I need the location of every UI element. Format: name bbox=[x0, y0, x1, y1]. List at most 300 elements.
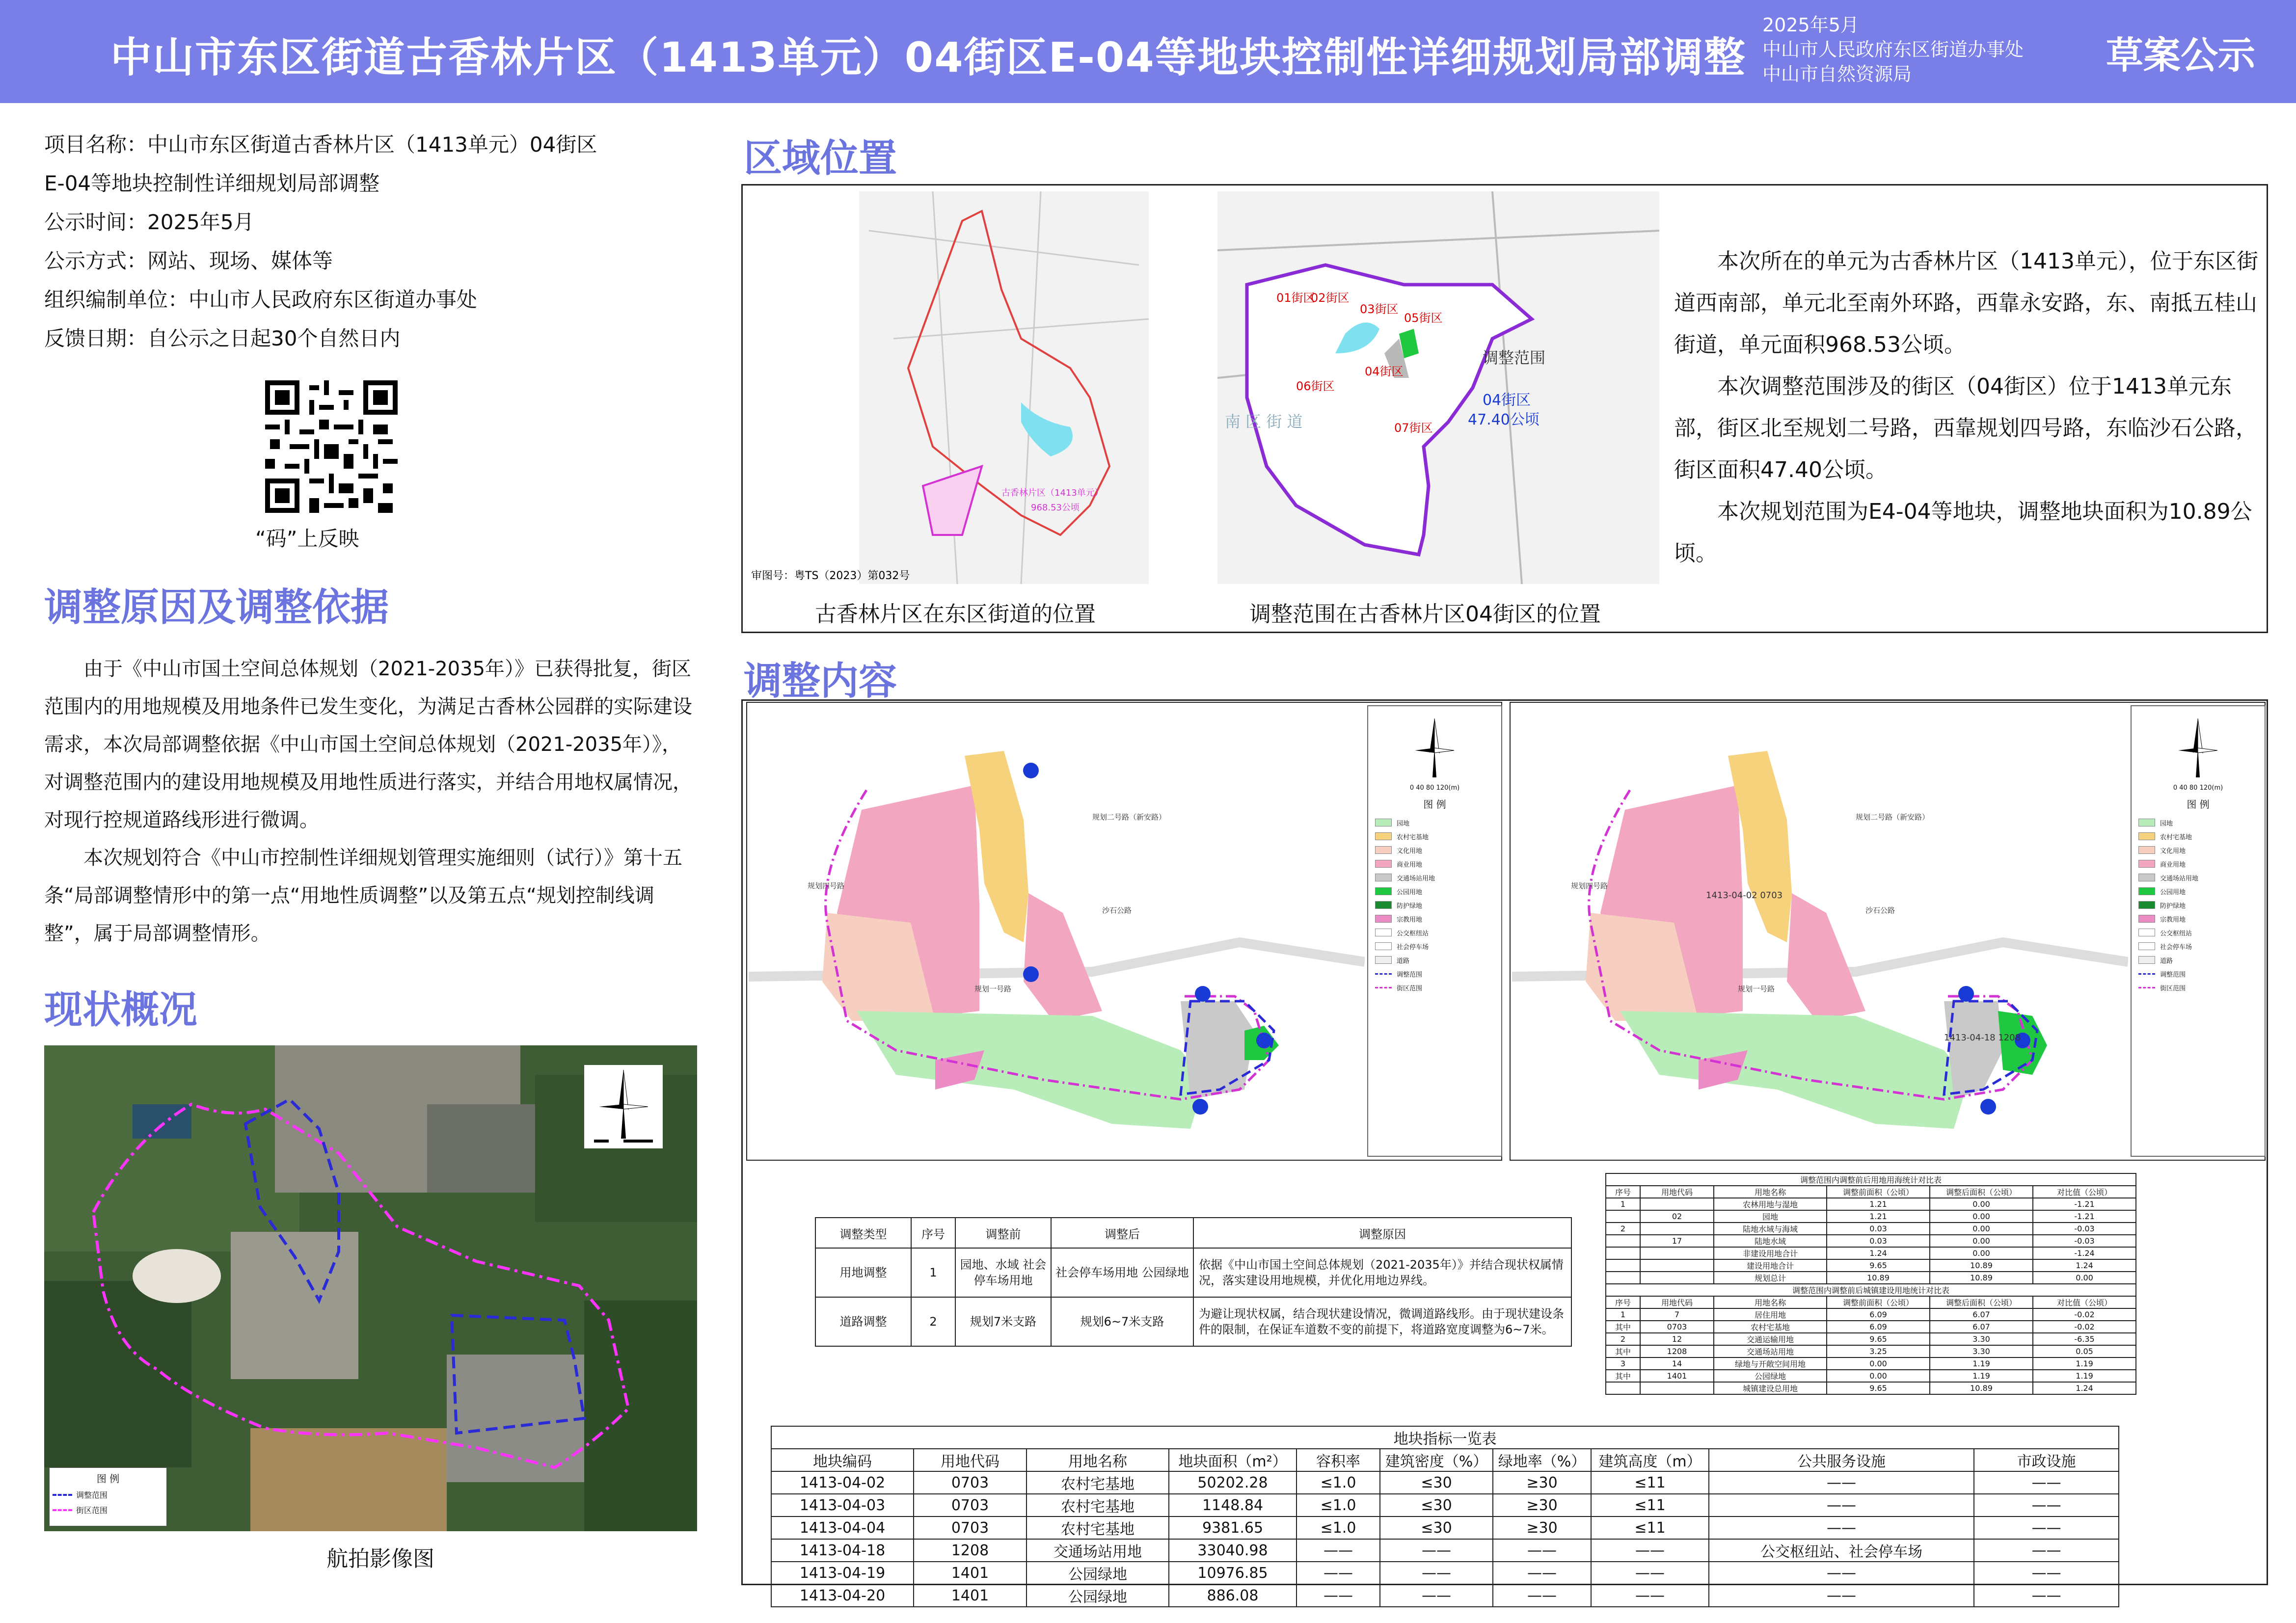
adjust-cell: 规划6~7米支路 bbox=[1051, 1297, 1193, 1346]
table-cell: —— bbox=[1493, 1562, 1591, 1584]
table-cell: 6.07 bbox=[1930, 1321, 2033, 1333]
block-line-swatch bbox=[1375, 987, 1392, 988]
legend-row-block bbox=[1368, 981, 1501, 994]
legend-row-commercial bbox=[1368, 857, 1501, 871]
table-cell: 0.00 bbox=[1930, 1210, 2033, 1223]
table-cell: 1413-04-18 bbox=[771, 1539, 914, 1562]
table-cell: 10.89 bbox=[1930, 1272, 2033, 1284]
legend-label: 公交枢纽站 bbox=[1397, 930, 1429, 937]
road-label-4: 规划四号路 bbox=[808, 881, 845, 890]
table-cell: 14 bbox=[1640, 1357, 1714, 1370]
table-cell: 1401 bbox=[1640, 1370, 1714, 1382]
reason-paragraph-2: 本次规划符合《中山市控制性详细规划管理实施细则（试行）》第十五条“局部调整情形中的第一点“用地性质调整”以及第五点“规划控制线调整”，属于局部调整情形。 bbox=[44, 847, 682, 945]
table-cell bbox=[1640, 1223, 1714, 1235]
table-cell: —— bbox=[1709, 1494, 1974, 1517]
table-cell: —— bbox=[1380, 1562, 1493, 1584]
table-cell: 0703 bbox=[1640, 1321, 1714, 1333]
bus-hub-icon bbox=[2138, 929, 2155, 936]
table-cell: 3.30 bbox=[1930, 1345, 2033, 1357]
info-publish-time: 公示时间：2025年5月 bbox=[44, 210, 254, 234]
legend-row-adjust bbox=[2132, 967, 2265, 981]
table-cell bbox=[1606, 1272, 1640, 1284]
table-cell: ≥30 bbox=[1493, 1494, 1591, 1517]
table-cell: 0.03 bbox=[1827, 1223, 1930, 1235]
legend-item-adjust bbox=[53, 1489, 163, 1500]
commercial-swatch bbox=[1375, 860, 1392, 868]
table-cell: 3 bbox=[1606, 1357, 1640, 1370]
index-col: 地块面积（m²） bbox=[1169, 1449, 1297, 1471]
table-cell: —— bbox=[1380, 1539, 1493, 1562]
table-cell: 1413-04-03 bbox=[771, 1494, 914, 1517]
table-cell: 其中 bbox=[1606, 1321, 1640, 1333]
legend-label: 街区范围 bbox=[1397, 984, 1423, 992]
adjust-range-label: 调整范围 bbox=[1483, 348, 1546, 367]
balance-col: 调整后面积（公顷） bbox=[1930, 1296, 2033, 1308]
table-cell: 0703 bbox=[914, 1517, 1026, 1539]
plan-legend-title: 图 例 bbox=[1423, 798, 1446, 810]
table-cell: —— bbox=[1974, 1517, 2119, 1539]
balance-header bbox=[1606, 1186, 2136, 1198]
legend-label-adjust: 调整范围 bbox=[76, 1490, 108, 1500]
rural-swatch bbox=[1375, 832, 1392, 840]
table-cell: 1208 bbox=[1640, 1345, 1714, 1357]
table-cell: ≤1.0 bbox=[1297, 1471, 1380, 1494]
unit-label: 古香林片区（1413单元） bbox=[1001, 488, 1104, 498]
culture-swatch bbox=[2138, 846, 2155, 854]
road-label-shashi: 沙石公路 bbox=[1102, 906, 1132, 915]
table-cell: 9.65 bbox=[1827, 1333, 1930, 1345]
adjust-cell: 2 bbox=[911, 1297, 955, 1346]
legend-row-orchard bbox=[1368, 816, 1501, 829]
legend-label: 商业用地 bbox=[2160, 861, 2186, 869]
info-organizer: 组织编制单位：中山市人民政府东区街道办事处 bbox=[44, 288, 478, 312]
adjust-boundary-swatch bbox=[53, 1494, 72, 1496]
region-caption-1: 古香林片区在东区街道的位置 bbox=[815, 602, 1096, 627]
legend-row-religion bbox=[2132, 912, 2265, 926]
legend-label: 调整范围 bbox=[2160, 971, 2186, 979]
table-cell: -0.02 bbox=[2033, 1321, 2136, 1333]
balance-col: 用地代码 bbox=[1640, 1296, 1714, 1308]
page-title: 中山市东区街道古香林片区（1413单元）04街区E-04等地块控制性详细规划局部调整 bbox=[110, 33, 1746, 81]
table-cell: 0.00 bbox=[1930, 1247, 2033, 1259]
table-cell bbox=[1606, 1210, 1640, 1223]
legend-label: 宗教用地 bbox=[2160, 916, 2186, 924]
balance-col: 对比值（公顷） bbox=[2033, 1186, 2136, 1198]
adjust-col-reason: 调整原因 bbox=[1193, 1218, 1571, 1248]
legend-label: 道路 bbox=[2160, 957, 2173, 965]
info-feedback: 反馈日期：自公示之日起30个自然日内 bbox=[44, 326, 401, 350]
table-cell: —— bbox=[1974, 1539, 2119, 1562]
legend-row-parking bbox=[1368, 939, 1501, 953]
table-cell bbox=[1640, 1259, 1714, 1272]
block-04-name: 04街区 bbox=[1483, 392, 1531, 409]
bus-hub-icon bbox=[1375, 929, 1392, 936]
section-title-region: 区域位置 bbox=[744, 136, 897, 181]
table-cell: 1148.84 bbox=[1169, 1494, 1297, 1517]
table-cell: -0.02 bbox=[2033, 1308, 2136, 1321]
legend-label: 公园用地 bbox=[1397, 888, 1423, 896]
table-cell: 0.00 bbox=[1827, 1370, 1930, 1382]
balance-col: 调整前面积（公顷） bbox=[1827, 1296, 1930, 1308]
section-title-content: 调整内容 bbox=[744, 659, 897, 703]
table-cell: 0.00 bbox=[1930, 1198, 2033, 1210]
table-cell: 0.05 bbox=[2033, 1345, 2136, 1357]
table-cell: 其中 bbox=[1606, 1345, 1640, 1357]
north-arrow-icon bbox=[584, 1065, 663, 1148]
project-info bbox=[44, 125, 707, 358]
table-cell: —— bbox=[1493, 1539, 1591, 1562]
table-cell: 其中 bbox=[1606, 1370, 1640, 1382]
table-cell: 园地 bbox=[1714, 1210, 1827, 1223]
index-body bbox=[771, 1471, 2119, 1607]
parcel-label-0703: 1413-04-02 0703 bbox=[1706, 890, 1783, 901]
table-cell: 陆地水域与海域 bbox=[1714, 1223, 1827, 1235]
adjust-col-after: 调整后 bbox=[1051, 1218, 1193, 1248]
balance-col: 调整前面积（公顷） bbox=[1827, 1186, 1930, 1198]
adjust-cell: 规划7米支路 bbox=[955, 1297, 1051, 1346]
table-cell: 1413-04-02 bbox=[771, 1471, 914, 1494]
table-cell bbox=[1606, 1259, 1640, 1272]
legend-row-culture bbox=[2132, 843, 2265, 857]
office-name-2: 中山市自然资源局 bbox=[1762, 63, 1912, 85]
road-swatch bbox=[1375, 956, 1392, 964]
table-cell: 居住用地 bbox=[1714, 1308, 1827, 1321]
table-cell: 公园绿地 bbox=[1026, 1584, 1169, 1607]
table-cell: 0.00 bbox=[1827, 1357, 1930, 1370]
table-cell: 10.89 bbox=[1827, 1272, 1930, 1284]
table-row bbox=[1606, 1382, 2136, 1394]
legend-row-road bbox=[1368, 953, 1501, 967]
table-cell: 农林用地与湿地 bbox=[1714, 1198, 1827, 1210]
plan-after-legend bbox=[2131, 705, 2266, 1157]
block-boundary-swatch bbox=[53, 1509, 72, 1511]
legend-row-religion bbox=[1368, 912, 1501, 926]
table-cell bbox=[1640, 1247, 1714, 1259]
table-cell: 1.24 bbox=[2033, 1382, 2136, 1394]
block-label-02: 02街区 bbox=[1311, 291, 1350, 305]
table-cell: ≥30 bbox=[1493, 1517, 1591, 1539]
legend-row-commercial bbox=[2132, 857, 2265, 871]
table-cell: —— bbox=[1709, 1471, 1974, 1494]
balance-col: 调整后面积（公顷） bbox=[1930, 1186, 2033, 1198]
table-cell: 1.24 bbox=[1827, 1247, 1930, 1259]
commercial-swatch bbox=[2138, 860, 2155, 868]
table-cell: 10.89 bbox=[1930, 1259, 2033, 1272]
adjust-col-type: 调整类型 bbox=[815, 1218, 911, 1248]
table-cell: —— bbox=[1709, 1517, 1974, 1539]
legend-label: 文化用地 bbox=[1397, 847, 1423, 855]
table-cell: 农村宅基地 bbox=[1026, 1517, 1169, 1539]
table-cell: 交通运输用地 bbox=[1714, 1333, 1827, 1345]
adjust-cell: 社会停车场用地 公园绿地 bbox=[1051, 1248, 1193, 1297]
index-col: 建筑高度（m） bbox=[1591, 1449, 1709, 1471]
legend-label: 街区范围 bbox=[2160, 984, 2186, 992]
region-caption-2: 调整范围在古香林片区04街区的位置 bbox=[1249, 602, 1601, 627]
info-publish-method: 公示方式：网站、现场、媒体等 bbox=[44, 249, 333, 273]
table-cell bbox=[1640, 1198, 1714, 1210]
table-cell: 6.07 bbox=[1930, 1308, 2033, 1321]
table-cell: 1.19 bbox=[1930, 1370, 2033, 1382]
table-cell: 1413-04-20 bbox=[771, 1584, 914, 1607]
legend-row-bus bbox=[2132, 926, 2265, 939]
table-cell: —— bbox=[1297, 1562, 1380, 1584]
table-cell: 3.30 bbox=[1930, 1333, 2033, 1345]
legend-row-block bbox=[2132, 981, 2265, 994]
side-district-label: 南 区 街 道 bbox=[1225, 412, 1303, 431]
table-cell: 城镇建设总用地 bbox=[1714, 1382, 1827, 1394]
info-project-name: 项目名称：中山市东区街道古香林片区（1413单元）04街区 bbox=[44, 133, 597, 157]
legend-label: 道路 bbox=[1397, 957, 1410, 965]
balance-col: 用地名称 bbox=[1714, 1186, 1827, 1198]
office-name-1: 中山市人民政府东区街道办事处 bbox=[1762, 39, 2024, 60]
table-cell: 1 bbox=[1606, 1308, 1640, 1321]
plan-after-map bbox=[1512, 707, 2128, 1158]
unit-area: 968.53公顷 bbox=[1031, 503, 1080, 513]
header-meta bbox=[1762, 13, 2024, 86]
table-cell bbox=[1606, 1247, 1640, 1259]
table-cell: 农村宅基地 bbox=[1026, 1494, 1169, 1517]
block-map bbox=[1217, 191, 1659, 584]
district-map bbox=[746, 191, 1149, 584]
adjust-cell: 用地调整 bbox=[815, 1248, 911, 1297]
table-cell: —— bbox=[1974, 1494, 2119, 1517]
table-cell: 17 bbox=[1640, 1235, 1714, 1247]
road-label-1: 规划一号路 bbox=[1738, 984, 1775, 993]
religion-swatch bbox=[1375, 915, 1392, 923]
table-cell: 1.21 bbox=[1827, 1210, 1930, 1223]
table-cell: ≤11 bbox=[1591, 1494, 1709, 1517]
park-swatch bbox=[1375, 887, 1392, 895]
table-cell: 陆地水域 bbox=[1714, 1235, 1827, 1247]
table-cell: 0.03 bbox=[1827, 1235, 1930, 1247]
adjust-row bbox=[815, 1297, 1571, 1346]
table-cell: 1.21 bbox=[1827, 1198, 1930, 1210]
table-cell: 1401 bbox=[914, 1562, 1026, 1584]
table-cell: 1.24 bbox=[2033, 1259, 2136, 1272]
table-cell: —— bbox=[1974, 1584, 2119, 1607]
table-cell: 1401 bbox=[914, 1584, 1026, 1607]
table-cell bbox=[1640, 1382, 1714, 1394]
legend-label: 社会停车场 bbox=[1397, 943, 1429, 951]
table-cell: 非建设用地合计 bbox=[1714, 1247, 1827, 1259]
table-cell: 农村宅基地 bbox=[1714, 1321, 1827, 1333]
table-cell: 33040.98 bbox=[1169, 1539, 1297, 1562]
table-cell: 9.65 bbox=[1827, 1382, 1930, 1394]
table-row bbox=[771, 1494, 2119, 1517]
buffer-swatch bbox=[1375, 901, 1392, 909]
rural-swatch bbox=[2138, 832, 2155, 840]
table-cell: ≤1.0 bbox=[1297, 1494, 1380, 1517]
legend-row-park bbox=[2132, 884, 2265, 898]
table-row bbox=[1606, 1308, 2136, 1321]
table-cell: 0.00 bbox=[2033, 1272, 2136, 1284]
table-cell: —— bbox=[1591, 1584, 1709, 1607]
table-cell bbox=[1606, 1382, 1640, 1394]
adjust-cell: 1 bbox=[911, 1248, 955, 1297]
legend-label: 防护绿地 bbox=[2160, 902, 2186, 910]
region-paragraph-2: 本次调整范围涉及的街区（04街区）位于1413单元东部，街区北至规划二号路，西靠规划四号路，东临沙石公路，街区面积47.40公顷。 bbox=[1674, 374, 2257, 482]
table-cell: —— bbox=[1493, 1584, 1591, 1607]
legend-label: 文化用地 bbox=[2160, 847, 2186, 855]
table-row bbox=[1606, 1223, 2136, 1235]
adjust-col-no: 序号 bbox=[911, 1218, 955, 1248]
parking-icon bbox=[1375, 942, 1392, 950]
table-cell: 绿地与开敞空间用地 bbox=[1714, 1357, 1827, 1370]
table-cell: 农村宅基地 bbox=[1026, 1471, 1169, 1494]
table-row bbox=[771, 1471, 2119, 1494]
reason-text bbox=[44, 650, 700, 953]
table-cell: 0703 bbox=[914, 1471, 1026, 1494]
table-cell: -0.03 bbox=[2033, 1223, 2136, 1235]
adjust-col-before: 调整前 bbox=[955, 1218, 1051, 1248]
table-cell: 6.09 bbox=[1827, 1308, 1930, 1321]
buffer-swatch bbox=[2138, 901, 2155, 909]
table-cell: ≥30 bbox=[1493, 1471, 1591, 1494]
table-row bbox=[771, 1584, 2119, 1607]
parcel-label-1208: 1413-04-18 1208 bbox=[1944, 1033, 2021, 1043]
legend-row-transport bbox=[2132, 871, 2265, 884]
park-swatch bbox=[2138, 887, 2155, 895]
table-cell: 1208 bbox=[914, 1539, 1026, 1562]
legend-label: 公园用地 bbox=[2160, 888, 2186, 896]
table-cell: 02 bbox=[1640, 1210, 1714, 1223]
table-row bbox=[1606, 1272, 2136, 1284]
table-cell: 2 bbox=[1606, 1333, 1640, 1345]
legend-label: 防护绿地 bbox=[1397, 902, 1423, 910]
table-cell: —— bbox=[1297, 1584, 1380, 1607]
header-banner bbox=[0, 0, 2296, 103]
scale-bar-label: 0 40 80 120(m) bbox=[2173, 784, 2223, 792]
legend-label: 交通场站用地 bbox=[1397, 875, 1435, 882]
legend-label: 商业用地 bbox=[1397, 861, 1423, 869]
table-cell: 7 bbox=[1640, 1308, 1714, 1321]
table-cell: -1.21 bbox=[2033, 1198, 2136, 1210]
balance-body-2 bbox=[1606, 1308, 2136, 1394]
orchard-swatch bbox=[2138, 819, 2155, 826]
table-cell: —— bbox=[1297, 1539, 1380, 1562]
table-cell: 0.00 bbox=[1930, 1235, 2033, 1247]
table-cell: ≤11 bbox=[1591, 1517, 1709, 1539]
table-cell: 公交枢纽站、社会停车场 bbox=[1709, 1539, 1974, 1562]
block-label-04: 04街区 bbox=[1365, 365, 1404, 378]
table-cell bbox=[1640, 1272, 1714, 1284]
index-col: 容积率 bbox=[1297, 1449, 1380, 1471]
index-col: 地块编码 bbox=[771, 1449, 914, 1471]
index-col: 市政设施 bbox=[1974, 1449, 2119, 1471]
plan-before-legend bbox=[1367, 705, 1502, 1157]
adjust-table bbox=[815, 1217, 1572, 1347]
legend-row-rural bbox=[2132, 829, 2265, 843]
parcel-index-table bbox=[771, 1426, 2119, 1607]
road-label-1: 规划一号路 bbox=[974, 984, 1012, 993]
block-label-01: 01街区 bbox=[1276, 291, 1315, 305]
table-cell: 规划总计 bbox=[1714, 1272, 1827, 1284]
block-line-swatch bbox=[2138, 987, 2155, 988]
north-arrow-box bbox=[584, 1065, 663, 1148]
table-row bbox=[1606, 1370, 2136, 1382]
table-cell: 12 bbox=[1640, 1333, 1714, 1345]
table-cell bbox=[1606, 1235, 1640, 1247]
legend-row-buffer bbox=[1368, 898, 1501, 912]
table-cell: —— bbox=[1974, 1562, 2119, 1584]
table-row bbox=[771, 1517, 2119, 1539]
table-cell: -1.24 bbox=[2033, 1247, 2136, 1259]
publish-date: 2025年5月 bbox=[1762, 14, 1859, 36]
adjust-cell: 依据《中山市国土空间总体规划（2021-2035年）》并结合现状权属情况，落实建设用地规模，并优化用地边界线。 bbox=[1193, 1248, 1571, 1297]
road-label-shashi: 沙石公路 bbox=[1865, 906, 1895, 915]
table-cell: -0.03 bbox=[2033, 1235, 2136, 1247]
balance-title-2: 调整范围内调整前后城镇建设用地统计对比表 bbox=[1606, 1284, 2136, 1296]
table-cell: 1.19 bbox=[1930, 1357, 2033, 1370]
balance-body-1 bbox=[1606, 1198, 2136, 1284]
table-cell: —— bbox=[1709, 1562, 1974, 1584]
table-cell: 1.19 bbox=[2033, 1370, 2136, 1382]
balance-col: 对比值（公顷） bbox=[2033, 1296, 2136, 1308]
balance-col: 用地名称 bbox=[1714, 1296, 1827, 1308]
legend-row-rural bbox=[1368, 829, 1501, 843]
block-label-05: 05街区 bbox=[1404, 311, 1443, 325]
legend-label: 园地 bbox=[2160, 820, 2173, 827]
road-swatch bbox=[2138, 956, 2155, 964]
table-cell: 2 bbox=[1606, 1223, 1640, 1235]
table-cell: —— bbox=[1380, 1584, 1493, 1607]
legend-row-orchard bbox=[2132, 816, 2265, 829]
qr-caption: “码”上反映 bbox=[255, 527, 359, 551]
table-row bbox=[1606, 1357, 2136, 1370]
table-row bbox=[1606, 1247, 2136, 1259]
adjust-cell: 道路调整 bbox=[815, 1297, 911, 1346]
block-label-03: 03街区 bbox=[1360, 302, 1399, 316]
table-cell: 9.65 bbox=[1827, 1259, 1930, 1272]
table-cell: 9381.65 bbox=[1169, 1517, 1297, 1539]
table-cell: ≤1.0 bbox=[1297, 1517, 1380, 1539]
aerial-legend-title: 图 例 bbox=[96, 1473, 120, 1485]
parking-icon bbox=[2138, 942, 2155, 950]
table-cell: 50202.28 bbox=[1169, 1471, 1297, 1494]
legend-row-park bbox=[1368, 884, 1501, 898]
section-title-status: 现状概况 bbox=[44, 988, 198, 1032]
table-cell: -6.35 bbox=[2033, 1333, 2136, 1345]
table-cell: 公园绿地 bbox=[1714, 1370, 1827, 1382]
legend-row-parking bbox=[2132, 939, 2265, 953]
table-cell: —— bbox=[1591, 1562, 1709, 1584]
block-04-area: 47.40公顷 bbox=[1468, 411, 1540, 428]
table-cell: —— bbox=[1709, 1584, 1974, 1607]
block-label-07: 07街区 bbox=[1394, 421, 1433, 435]
reason-paragraph-1: 由于《中山市国土空间总体规划（2021-2035年）》已获得批复，街区范围内的用地规模及用地条件已发生变化，为满足古香林公园群的实际建设需求，本次局部调整依据《中山市国土空间总体规划（2021-2035年）》，对调整范围内的建设用地规模及用地性质进行落实，并结合用地权属情况，对现行控规道路线形进行微调。 bbox=[44, 658, 692, 831]
legend-row-adjust bbox=[1368, 967, 1501, 981]
table-cell: —— bbox=[1591, 1539, 1709, 1562]
legend-row-buffer bbox=[2132, 898, 2265, 912]
table-cell: 1 bbox=[1606, 1198, 1640, 1210]
table-row bbox=[1606, 1235, 2136, 1247]
balance-col: 序号 bbox=[1606, 1186, 1640, 1198]
table-cell: 1.19 bbox=[2033, 1357, 2136, 1370]
qr-code[interactable] bbox=[265, 380, 398, 513]
legend-label: 公交枢纽站 bbox=[2160, 930, 2192, 937]
table-cell: ≤30 bbox=[1380, 1494, 1493, 1517]
table-cell: 0.00 bbox=[1930, 1223, 2033, 1235]
adjust-cell: 为避让现状权属，结合现状建设情况，微调道路线形。由于现状建设条件的限制，在保证车道数不变的前提下，将道路宽度调整为6~7米。 bbox=[1193, 1297, 1571, 1346]
table-cell: 886.08 bbox=[1169, 1584, 1297, 1607]
aerial-legend bbox=[49, 1467, 167, 1526]
legend-row-transport bbox=[1368, 871, 1501, 884]
adjust-table-header bbox=[815, 1218, 1571, 1248]
table-cell: 交通场站用地 bbox=[1026, 1539, 1169, 1562]
balance-col: 序号 bbox=[1606, 1296, 1640, 1308]
index-col: 用地代码 bbox=[914, 1449, 1026, 1471]
orchard-swatch bbox=[1375, 819, 1392, 826]
